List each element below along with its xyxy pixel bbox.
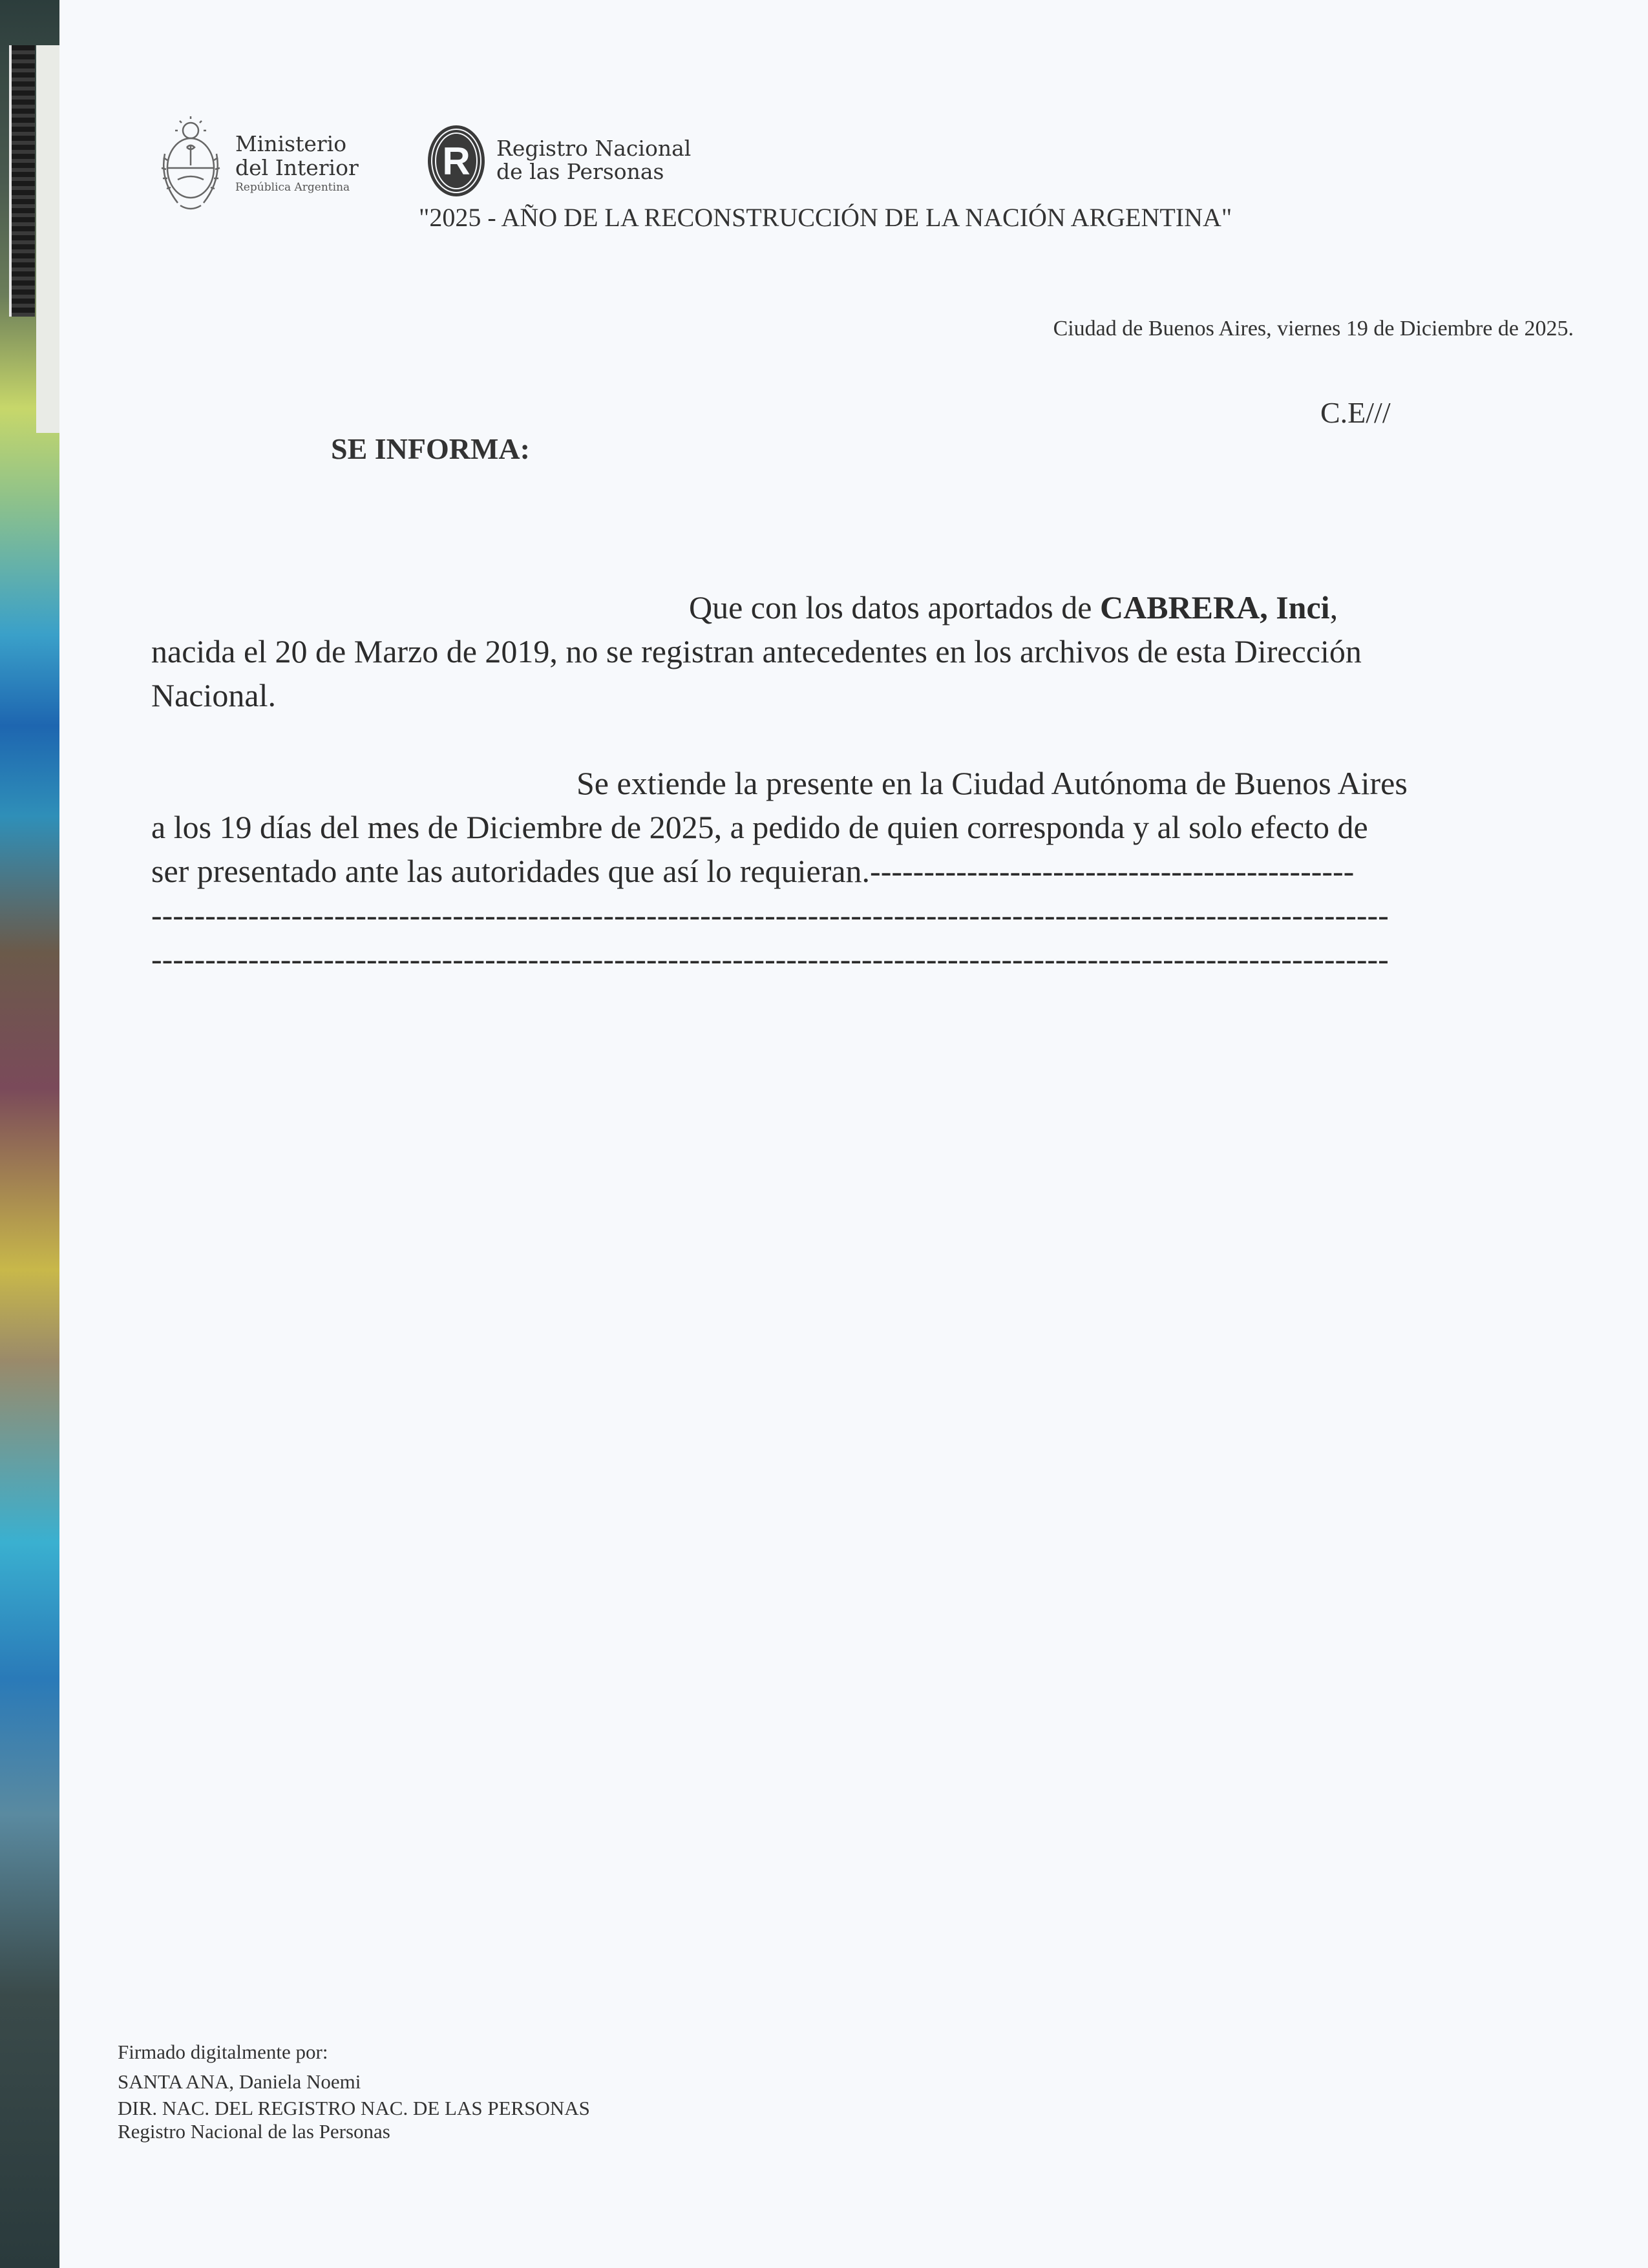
dash-fill-line: ------------------------------------------------------------------------------------------------------------------- [151, 941, 1389, 977]
coat-of-arms-icon [158, 115, 223, 217]
paragraph2-line1: Se extiende la presente en la Ciudad Autónoma de Buenos Aires [576, 765, 1408, 801]
date-line: Ciudad de Buenos Aires, viernes 19 de Diciembre de 2025. [1053, 317, 1574, 341]
republica-argentina-label: República Argentina [235, 181, 350, 194]
reference-code: C.E/// [1320, 396, 1391, 429]
paragraph2-line3: ser presentado ante las autoridades que así lo requieran.--------------------------------------------- [151, 853, 1355, 889]
ministerio-line1: Ministerio [235, 131, 347, 156]
renaper-logo-icon [425, 123, 487, 199]
renaper-line2: de las Personas [496, 159, 664, 185]
renaper-logo-letter: R [442, 140, 470, 183]
document-page [59, 0, 1648, 2268]
paragraph-issuance [151, 761, 1483, 981]
paragraph1-line1 [151, 585, 1483, 629]
dash-fill-line: ------------------------------------------------------------------------------------------------------------------- [151, 897, 1389, 933]
paragraph1-prefix: Que con los datos aportados de [689, 589, 1100, 625]
signer-institution: Registro Nacional de las Personas [118, 2120, 390, 2143]
registro-nacional-label [496, 137, 691, 184]
renaper-line1: Registro Nacional [496, 136, 692, 161]
ministerio-line2: del Interior [235, 155, 359, 180]
signature-label: Firmado digitalmente por: [118, 2041, 328, 2063]
signer-position: DIR. NAC. DEL REGISTRO NAC. DE LAS PERSONAS [118, 2097, 590, 2119]
page-heading: SE INFORMA: [331, 432, 530, 465]
paragraph1-line2: nacida el 20 de Marzo de 2019, no se registran antecedentes en los archivos de esta Dirección [151, 633, 1362, 669]
paragraph1-suffix: , [1329, 589, 1338, 625]
ministerio-del-interior-label [235, 133, 359, 193]
subject-name: CABRERA, Inci [1099, 589, 1330, 625]
signer-name: SANTA ANA, Daniela Noemi [118, 2070, 361, 2093]
paragraph1-line3: Nacional. [151, 677, 276, 713]
binding-strip [9, 45, 35, 317]
paragraph-record-check [151, 585, 1483, 717]
paragraph2-line2: a los 19 días del mes de Diciembre de 2025, a pedido de quien corresponda y al solo efecto de [151, 809, 1368, 845]
year-motto: "2025 - AÑO DE LA RECONSTRUCCIÓN DE LA NACIÓN ARGENTINA" [419, 203, 1232, 232]
paper-fold [36, 45, 62, 433]
digital-signature-block [118, 2037, 590, 2143]
